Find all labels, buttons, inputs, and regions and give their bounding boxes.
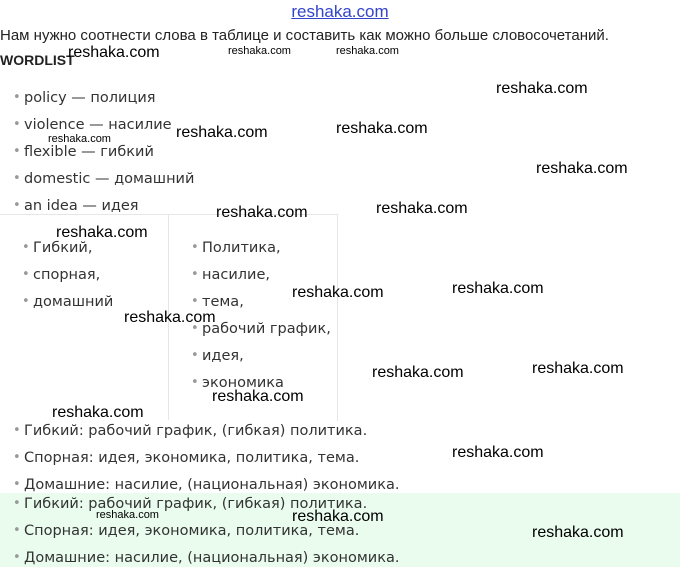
- watermark: reshaka.com: [68, 44, 160, 61]
- table-right-item: • рабочий график,: [202, 321, 331, 337]
- watermark: reshaka.com: [52, 404, 144, 421]
- answer-item: • Домашние: насилие, (национальная) экономика.: [24, 477, 399, 493]
- watermark: reshaka.com: [452, 280, 544, 297]
- table-right-item: • тема,: [202, 294, 244, 310]
- watermark: reshaka.com: [292, 284, 384, 301]
- answer-item-highlighted: • Гибкий: рабочий график, (гибкая) политика.: [24, 496, 367, 512]
- wordlist-heading: WORDLIST: [0, 52, 75, 68]
- watermark: reshaka.com: [176, 124, 268, 141]
- answer-item: • Спорная: идея, экономика, политика, тема.: [24, 450, 359, 466]
- watermark: reshaka.com: [496, 80, 588, 97]
- wordlist-item: • domestic — домашний: [24, 171, 194, 187]
- watermark: reshaka.com: [372, 364, 464, 381]
- table-left-item: • спорная,: [33, 267, 100, 283]
- watermark: reshaka.com: [532, 524, 624, 541]
- answer-item: • Гибкий: рабочий график, (гибкая) политика.: [24, 423, 367, 439]
- wordlist-item: • policy — полиция: [24, 90, 155, 106]
- watermark: reshaka.com: [56, 224, 148, 241]
- table-right-item: • Политика,: [202, 240, 281, 256]
- wordlist-item: • flexible — гибкий: [24, 144, 154, 160]
- watermark: reshaka.com: [212, 388, 304, 405]
- site-title-link[interactable]: reshaka.com: [291, 2, 389, 21]
- watermark: reshaka.com: [216, 204, 308, 221]
- table-left-item: • Гибкий,: [33, 240, 92, 256]
- table-right-item: • идея,: [202, 348, 244, 364]
- watermark: reshaka.com: [96, 509, 159, 521]
- wordlist-item: • an idea — идея: [24, 198, 139, 214]
- watermark: reshaka.com: [336, 45, 399, 57]
- table-right-item: • насилие,: [202, 267, 270, 283]
- watermark: reshaka.com: [452, 444, 544, 461]
- watermark: reshaka.com: [292, 508, 384, 525]
- watermark: reshaka.com: [228, 45, 291, 57]
- answer-item-highlighted: • Домашние: насилие, (национальная) экономика.: [24, 550, 399, 566]
- watermark: reshaka.com: [124, 309, 216, 326]
- table-left-item: • домашний: [33, 294, 113, 310]
- task-instruction: Нам нужно соотнести слова в таблице и составить как можно больше словосочетаний.: [0, 27, 609, 44]
- watermark: reshaka.com: [48, 133, 111, 145]
- watermark: reshaka.com: [376, 200, 468, 217]
- watermark: reshaka.com: [336, 120, 428, 137]
- watermark: reshaka.com: [532, 360, 624, 377]
- answer-item-highlighted: • Спорная: идея, экономика, политика, тема.: [24, 523, 359, 539]
- table-right-item: • экономика: [202, 375, 284, 391]
- watermark: reshaka.com: [536, 160, 628, 177]
- wordlist-item: • violence — насилие: [24, 117, 172, 133]
